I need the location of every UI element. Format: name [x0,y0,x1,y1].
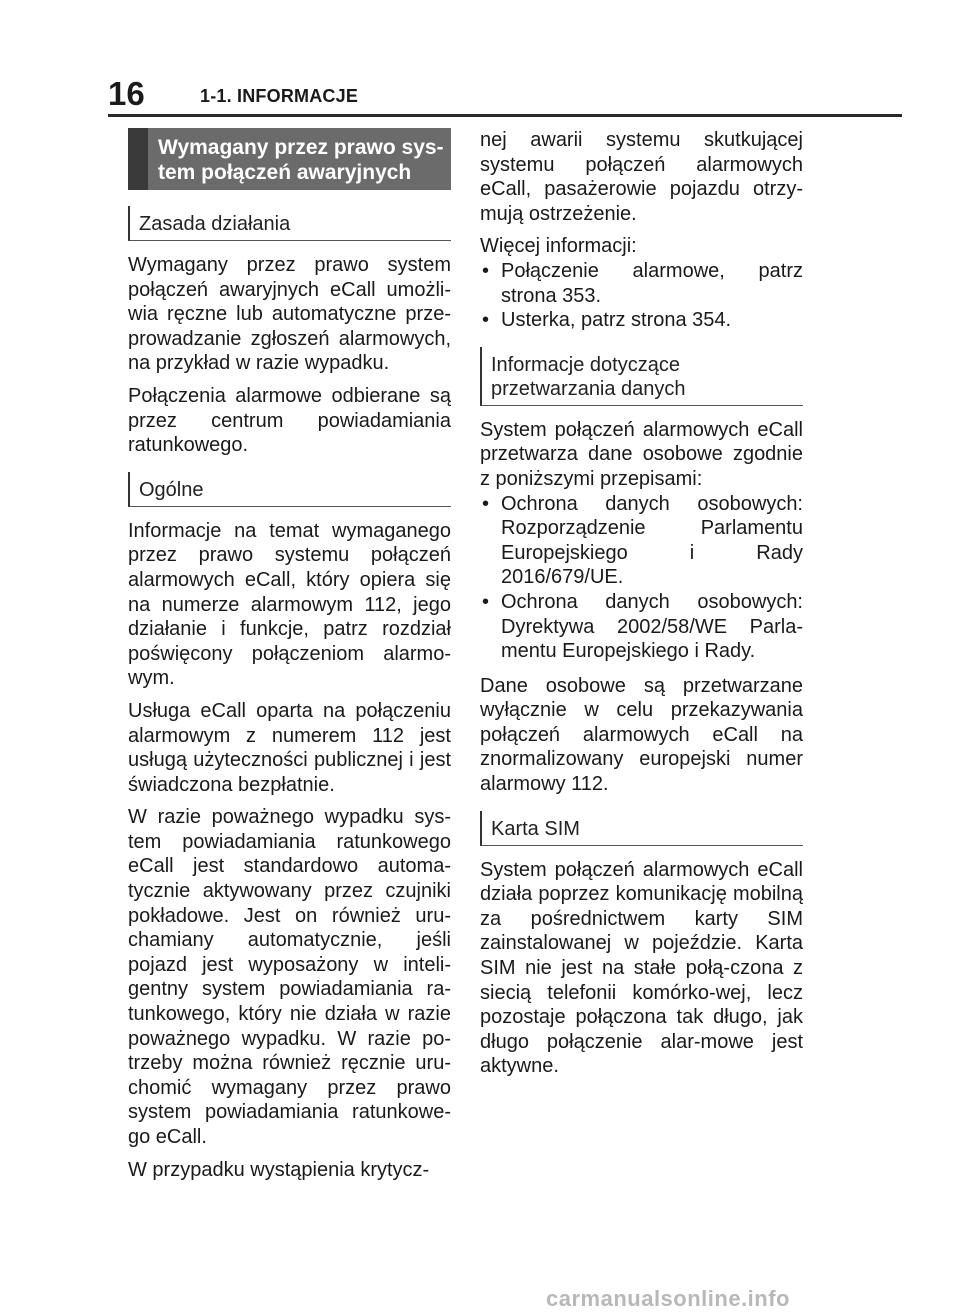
more-info-list [480,259,803,333]
paragraph: nej awarii systemu skutkującej systemu połączeń alarmowych eCall, pasażerowie pojazdu otrzy-mują ostrzeżenie. [480,129,803,225]
banner-accent [128,128,148,190]
subheading-general: Ogólne [128,472,451,507]
right-column [480,128,803,1087]
regulations-list [480,492,803,664]
list-item: • Połączenie alarmowe, patrz strona 353. [480,259,803,308]
section-title: 1-1. INFORMACJE [200,86,359,106]
subheading-sim: Karta SIM [480,811,803,846]
watermark: carmanualsonline.info [546,1286,790,1311]
paragraph: W przypadku wystąpienia krytycz- [128,1158,430,1181]
paragraph: Dane osobowe są przetwarzane wyłącznie w celu przekazywania połączeń alarmowych eCall na znormalizowany europejski numer alarmowy 112. [480,674,803,796]
paragraph: Więcej informacji: [480,235,637,258]
paragraph: System połączeń alarmowych eCall działa poprzez komunikację mobilną za pośrednictwem karty SIM zainstalowanej w pojeździe. Karta SIM nie jest na stałe połą-czona z siecią telefonii komórko-wej, lecz pozostaje połączona tak długo, jak długo połączenie alar-mowe jest aktywne. [480,858,803,1078]
list-item: • Ochrona danych osobowych: Rozporządzenie Parlamentu Europejskiego i Rady 2016/679/UE. [480,492,803,590]
list-item: • Ochrona danych osobowych: Dyrektywa 2002/58/WE Parla-mentu Europejskiego i Rady. [480,590,803,664]
subheading-data-processing: Informacje dotyczące przetwarzania danych [480,347,803,406]
paragraph: Wymagany przez prawo system połączeń awaryjnych eCall umożli-wia ręczne lub automatyczne prze-prowadzanie zgłoszeń alarmowych, na przykład w razie wypadku. [128,254,451,375]
list-item: • Usterka, patrz strona 354. [480,308,803,333]
paragraph: System połączeń alarmowych eCall przetwarza dane osobowe zgodnie z poniższymi przepisami: [480,418,803,490]
page-header [0,0,960,120]
paragraph: Informacje na temat wymaganego przez prawo systemu połączeń alarmowych eCall, który opiera się na numerze alarmowym 112, jego działanie i funkcje, patrz rozdział poświęcony połączeniom alarmo-wym. [128,519,451,690]
page-number: 16 [108,75,145,112]
left-column [128,128,451,1190]
banner-title: Wymagany przez prawo sys-tem połączeń awaryjnych [158,136,444,184]
header-divider [108,114,902,117]
paragraph: Usługa eCall oparta na połączeniu alarmowym z numerem 112 jest usługą użyteczności publicznej i jest świadczona bezpłatnie. [128,699,451,796]
paragraph: W razie poważnego wypadku sys-tem powiadamiania ratunkowego eCall jest standardowo automa-tycznie aktywowany przez czujniki pokładowe. Jest on również uru-chamiany automatycznie, jeśli pojazd jest wyposażony w inteli-gentny system powiadamiania ra-tunkowego, który nie działa w razie poważnego wypadku. W razie po-trzeby można również ręcznie uru-chomić wymagany przez prawo system powiadamiania ratunkowe-go eCall. [128,806,451,1148]
paragraph: Połączenia alarmowe odbierane są przez centrum powiadamiania ratunkowego. [128,384,451,457]
subheading-principle: Zasada działania [128,206,451,241]
topic-banner [128,128,451,190]
